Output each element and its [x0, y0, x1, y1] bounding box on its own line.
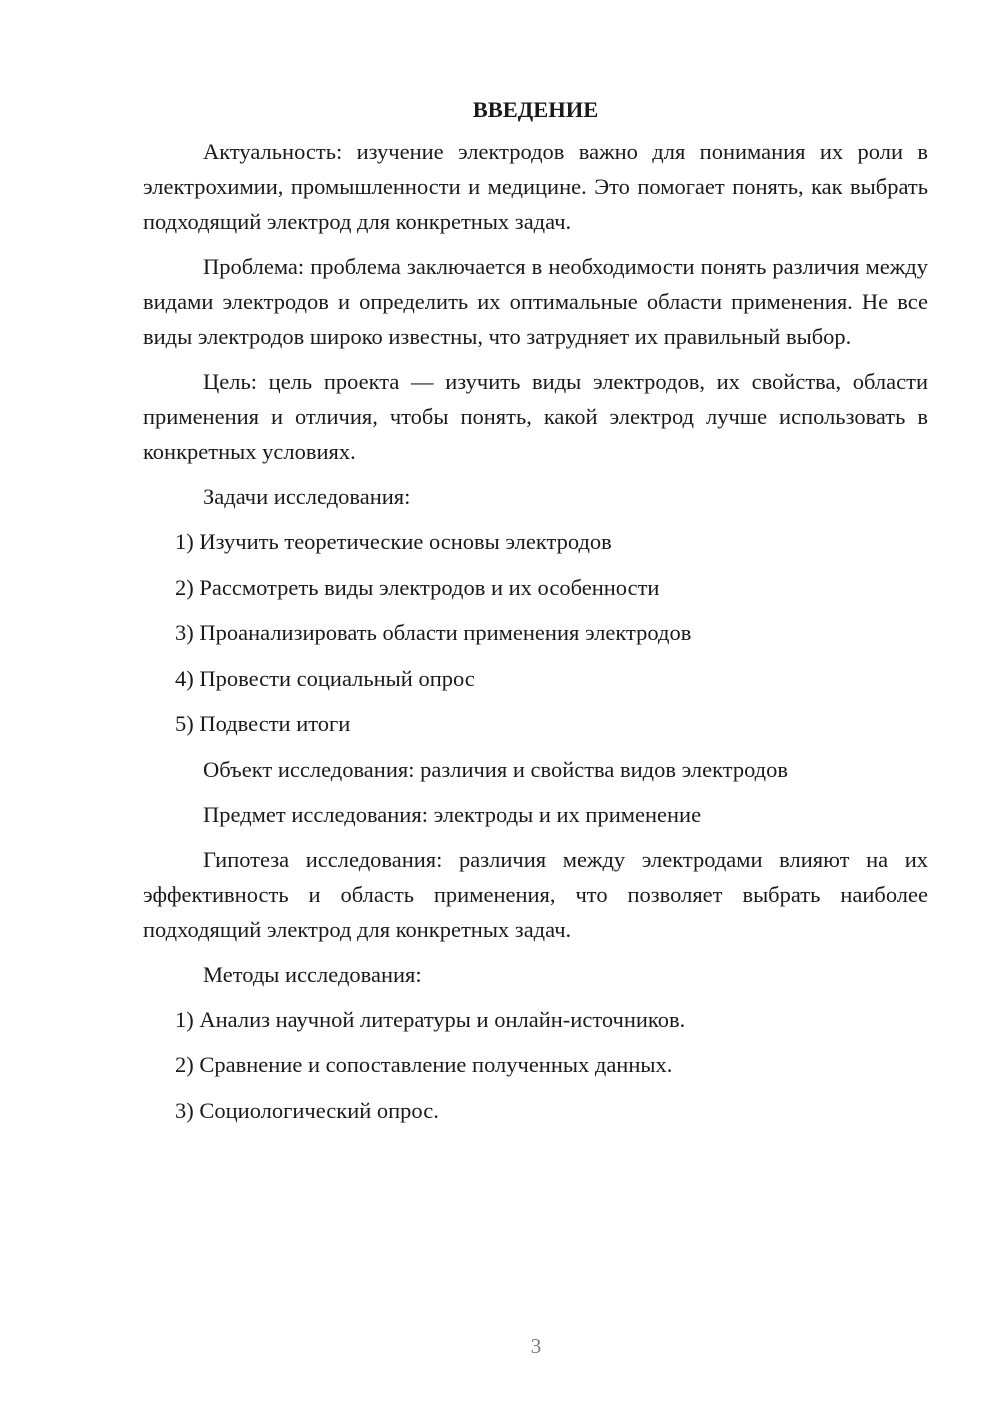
subject-paragraph: Предмет исследования: электроды и их применение: [203, 801, 702, 827]
tasks-heading: Задачи исследования:: [203, 484, 411, 509]
list-item: 2) Сравнение и сопоставление полученных данных.: [175, 1052, 673, 1077]
goal-paragraph: Цель: цель проекта — изучить виды электродов, их свойства, области применения и отличия, чтобы понять, какой электрод лучше использовать в конкретных условиях.: [143, 369, 928, 464]
object-paragraph: Объект исследования: различия и свойства видов электродов: [203, 756, 788, 782]
tasks-list: [143, 524, 928, 741]
list-item: 1) Анализ научной литературы и онлайн-источников.: [175, 1006, 686, 1032]
page-title: ВВЕДЕНИЕ: [472, 97, 599, 122]
relevance-paragraph: Актуальность: изучение электродов важно для понимания их роли в электрохимии, промышленности и медицине. Это помогает понять, как выбрать подходящий электрод для конкретных задач.: [143, 139, 928, 234]
problem-paragraph: Проблема: проблема заключается в необходимости понять различия между видами электродов и определить их оптимальные области применения. Не все виды электродов широко известны, что затрудняет их правильный выбор.: [143, 254, 928, 349]
list-item: 2) Рассмотреть виды электродов и их особенности: [175, 574, 660, 600]
list-item: 3) Социологический опрос.: [175, 1097, 439, 1123]
list-item: 5) Подвести итоги: [175, 711, 351, 736]
list-item: 4) Провести социальный опрос: [175, 665, 475, 691]
page-number: 3: [530, 1334, 542, 1358]
methods-list: [143, 1002, 928, 1128]
page-content: [143, 92, 928, 1138]
list-item: 1) Изучить теоретические основы электродов: [175, 529, 612, 554]
list-item: 3) Проанализировать области применения электродов: [175, 620, 692, 645]
methods-heading: Методы исследования:: [203, 961, 422, 987]
hypothesis-paragraph: Гипотеза исследования: различия между электродами влияют на их эффективность и область применения, что позволяет выбрать наиболее подходящий электрод для конкретных задач.: [143, 846, 928, 942]
